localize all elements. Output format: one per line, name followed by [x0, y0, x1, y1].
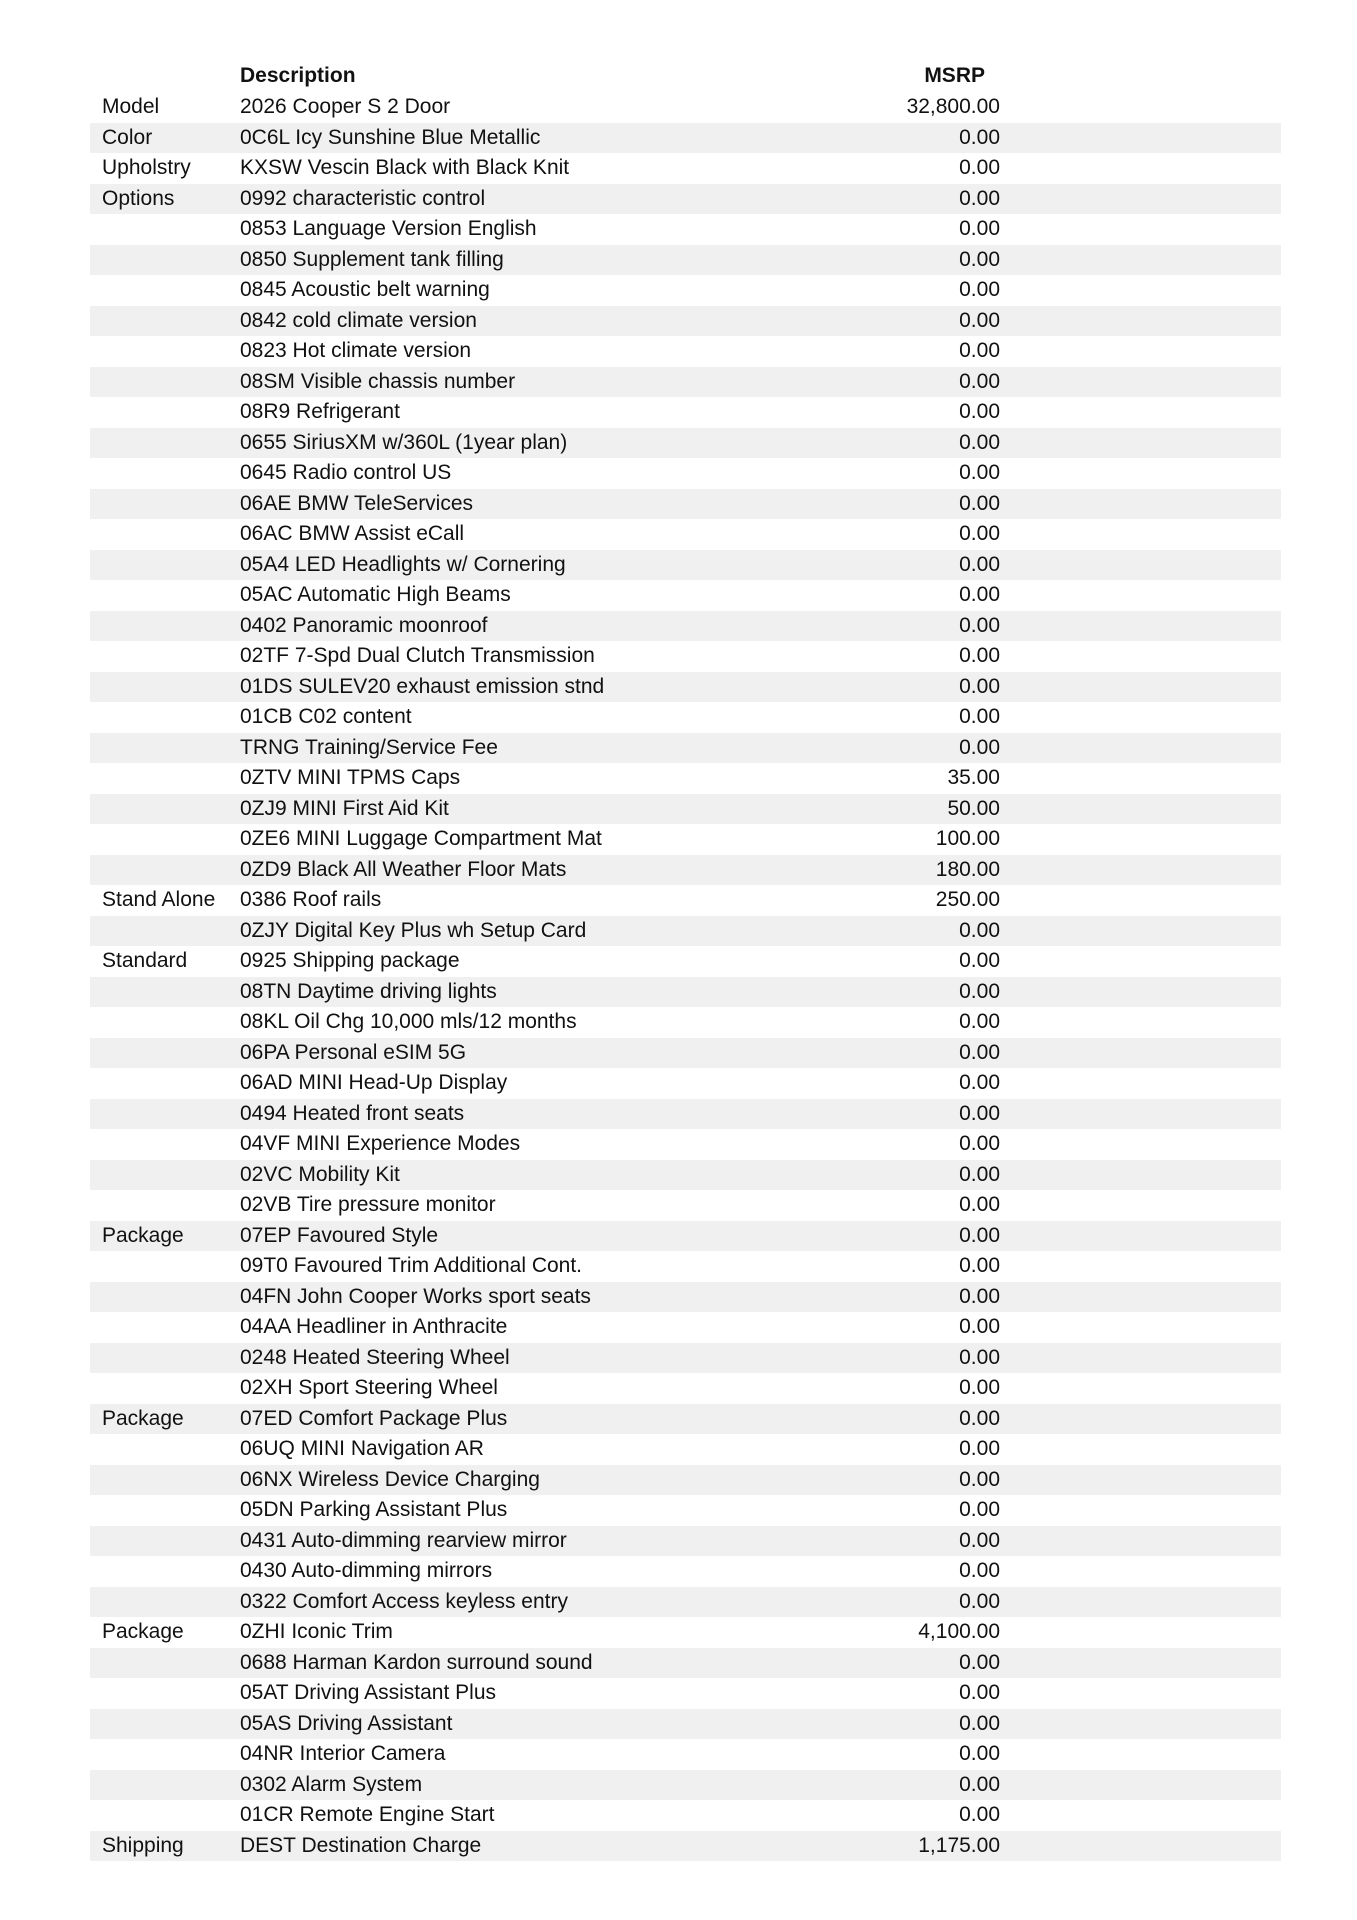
row-msrp: 0.00	[959, 400, 1000, 423]
row-msrp: 0.00	[959, 1559, 1000, 1582]
table-row	[90, 1465, 1281, 1496]
row-description: 04AA Headliner in Anthracite	[240, 1315, 508, 1338]
table-row	[90, 1190, 1281, 1221]
table-row	[90, 367, 1281, 398]
row-msrp: 0.00	[959, 918, 1000, 942]
row-description: 01CB C02 content	[240, 705, 412, 728]
row-msrp: 0.00	[959, 1101, 1000, 1125]
table-row	[90, 397, 1281, 428]
table-row	[90, 1770, 1281, 1801]
table-row	[90, 794, 1281, 825]
row-description: 0386 Roof rails	[240, 888, 382, 911]
row-category: Stand Alone	[102, 888, 216, 911]
row-msrp: 0.00	[959, 1040, 1000, 1064]
row-description: 0302 Alarm System	[240, 1772, 423, 1796]
row-description: 05A4 LED Headlights w/ Cornering	[240, 552, 566, 576]
table-row	[90, 702, 1281, 733]
row-category: Package	[102, 1406, 184, 1430]
row-description: 06NX Wireless Device Charging	[240, 1467, 540, 1491]
row-description: 0431 Auto-dimming rearview mirror	[240, 1528, 567, 1552]
row-msrp: 0.00	[959, 1254, 1000, 1277]
table-row	[90, 336, 1281, 367]
row-msrp: 50.00	[947, 796, 1000, 820]
row-description: 0C6L Icy Sunshine Blue Metallic	[240, 125, 541, 149]
row-description: 0322 Comfort Access keyless entry	[240, 1589, 568, 1613]
row-description: 08KL Oil Chg 10,000 mls/12 months	[240, 1010, 577, 1033]
row-msrp: 1,175.00	[918, 1833, 1000, 1857]
row-msrp: 0.00	[959, 1315, 1000, 1338]
row-msrp: 0.00	[959, 1345, 1000, 1369]
row-description: 02VB Tire pressure monitor	[240, 1193, 496, 1216]
row-description: 0842 cold climate version	[240, 308, 477, 332]
row-msrp: 0.00	[959, 491, 1000, 515]
row-description: 06UQ MINI Navigation AR	[240, 1437, 484, 1460]
table-row	[90, 1221, 1281, 1252]
table-row	[90, 458, 1281, 489]
row-description: 2026 Cooper S 2 Door	[240, 95, 451, 118]
table-row	[90, 92, 1281, 123]
row-msrp: 0.00	[959, 674, 1000, 698]
row-description: 0688 Harman Kardon surround sound	[240, 1650, 593, 1674]
row-description: 0ZE6 MINI Luggage Compartment Mat	[240, 827, 602, 850]
table-row	[90, 1007, 1281, 1038]
row-msrp: 0.00	[959, 705, 1000, 728]
row-category: Color	[102, 125, 153, 149]
row-description: 0850 Supplement tank filling	[240, 247, 504, 271]
table-row	[90, 1709, 1281, 1740]
row-msrp: 250.00	[935, 888, 1000, 911]
row-description: 0ZJY Digital Key Plus wh Setup Card	[240, 918, 587, 942]
row-msrp: 0.00	[959, 522, 1000, 545]
row-msrp: 0.00	[959, 1498, 1000, 1521]
table-row	[90, 1434, 1281, 1465]
row-msrp: 0.00	[959, 979, 1000, 1003]
table-row	[90, 1038, 1281, 1069]
row-description: 06AE BMW TeleServices	[240, 491, 474, 515]
row-msrp: 0.00	[959, 1437, 1000, 1460]
row-description: 05DN Parking Assistant Plus	[240, 1498, 508, 1521]
row-msrp: 0.00	[959, 1742, 1000, 1765]
table-row	[90, 428, 1281, 459]
row-msrp: 0.00	[959, 949, 1000, 972]
table-row	[90, 1251, 1281, 1282]
row-description: 06PA Personal eSIM 5G	[240, 1040, 467, 1064]
table-row	[90, 184, 1281, 215]
table-row	[90, 1617, 1281, 1648]
row-description: 06AC BMW Assist eCall	[240, 522, 465, 545]
table-row	[90, 1587, 1281, 1618]
row-category: Shipping	[102, 1833, 184, 1857]
row-description: 01DS SULEV20 exhaust emission stnd	[240, 674, 605, 698]
row-description: TRNG Training/Service Fee	[240, 735, 498, 759]
row-description: 07EP Favoured Style	[240, 1223, 439, 1247]
row-description: 08SM Visible chassis number	[240, 369, 516, 393]
row-msrp: 0.00	[959, 339, 1000, 362]
table-row	[90, 1312, 1281, 1343]
row-msrp: 0.00	[959, 1284, 1000, 1308]
row-msrp: 0.00	[959, 186, 1000, 210]
table-row	[90, 580, 1281, 611]
row-msrp: 0.00	[959, 1223, 1000, 1247]
row-description: 0845 Acoustic belt warning	[240, 278, 490, 301]
row-description: 0992 characteristic control	[240, 186, 486, 210]
row-msrp: 0.00	[959, 1162, 1000, 1186]
table-header	[0, 62, 1357, 92]
row-msrp: 0.00	[959, 552, 1000, 576]
row-description: 0430 Auto-dimming mirrors	[240, 1559, 493, 1582]
row-category: Options	[102, 186, 175, 210]
table-row	[90, 1831, 1281, 1862]
table-row	[90, 519, 1281, 550]
table-row	[90, 824, 1281, 855]
table-row	[90, 763, 1281, 794]
row-description: 02VC Mobility Kit	[240, 1162, 400, 1186]
table-row	[90, 611, 1281, 642]
row-msrp: 32,800.00	[906, 95, 1000, 118]
row-category: Model	[102, 95, 160, 118]
row-description: 08R9 Refrigerant	[240, 400, 400, 423]
table-row	[90, 1648, 1281, 1679]
table-row	[90, 153, 1281, 184]
table-row	[90, 123, 1281, 154]
row-description: 05AT Driving Assistant Plus	[240, 1681, 496, 1704]
row-msrp: 0.00	[959, 583, 1000, 606]
row-msrp: 0.00	[959, 125, 1000, 149]
table-row	[90, 214, 1281, 245]
row-msrp: 0.00	[959, 461, 1000, 484]
row-description: 05AS Driving Assistant	[240, 1711, 453, 1735]
row-msrp: 0.00	[959, 1681, 1000, 1704]
row-msrp: 0.00	[959, 1467, 1000, 1491]
row-description: 0823 Hot climate version	[240, 339, 472, 362]
table-row	[90, 733, 1281, 764]
table-row	[90, 1129, 1281, 1160]
description-column-header: Description	[240, 64, 356, 87]
table-row	[90, 672, 1281, 703]
table-row	[90, 916, 1281, 947]
row-description: 0ZHI Iconic Trim	[240, 1620, 393, 1643]
row-msrp: 100.00	[935, 827, 1000, 850]
table-row	[90, 885, 1281, 916]
table-row	[90, 1099, 1281, 1130]
row-description: 0853 Language Version English	[240, 217, 537, 240]
row-msrp: 0.00	[959, 156, 1000, 179]
row-description: 02TF 7-Spd Dual Clutch Transmission	[240, 644, 595, 667]
row-msrp: 0.00	[959, 1650, 1000, 1674]
row-description: 0494 Heated front seats	[240, 1101, 465, 1125]
row-category: Standard	[102, 949, 188, 972]
row-description: 0ZTV MINI TPMS Caps	[240, 766, 461, 789]
table-row	[90, 306, 1281, 337]
table-row	[90, 275, 1281, 306]
row-msrp: 0.00	[959, 735, 1000, 759]
table-row	[90, 1678, 1281, 1709]
row-msrp: 0.00	[959, 1803, 1000, 1826]
row-description: 01CR Remote Engine Start	[240, 1803, 495, 1826]
row-msrp: 0.00	[959, 1132, 1000, 1155]
row-msrp: 0.00	[959, 1406, 1000, 1430]
row-description: 0655 SiriusXM w/360L (1year plan)	[240, 430, 568, 454]
row-description: 07ED Comfort Package Plus	[240, 1406, 508, 1430]
table-row	[90, 1282, 1281, 1313]
row-msrp: 35.00	[947, 766, 1000, 789]
table-row	[90, 977, 1281, 1008]
row-msrp: 0.00	[959, 1528, 1000, 1552]
row-msrp: 0.00	[959, 1193, 1000, 1216]
row-description: 04NR Interior Camera	[240, 1742, 446, 1765]
row-msrp: 0.00	[959, 1010, 1000, 1033]
row-msrp: 0.00	[959, 217, 1000, 240]
row-description: 0645 Radio control US	[240, 461, 452, 484]
row-msrp: 0.00	[959, 1589, 1000, 1613]
row-msrp: 0.00	[959, 308, 1000, 332]
table-row	[90, 1495, 1281, 1526]
row-msrp: 0.00	[959, 369, 1000, 393]
line-items-table	[90, 92, 1281, 1861]
row-description: 0925 Shipping package	[240, 949, 460, 972]
row-msrp: 0.00	[959, 1711, 1000, 1735]
table-row	[90, 1160, 1281, 1191]
table-row	[90, 245, 1281, 276]
row-description: 02XH Sport Steering Wheel	[240, 1376, 498, 1399]
table-row	[90, 1343, 1281, 1374]
row-description: 0ZD9 Black All Weather Floor Mats	[240, 857, 567, 881]
table-row	[90, 1404, 1281, 1435]
table-row	[90, 1800, 1281, 1831]
row-category: Package	[102, 1223, 184, 1247]
row-description: 06AD MINI Head-Up Display	[240, 1071, 508, 1094]
row-msrp: 0.00	[959, 430, 1000, 454]
msrp-column-header: MSRP	[924, 64, 985, 87]
table-row	[90, 855, 1281, 886]
row-description: 0248 Heated Steering Wheel	[240, 1345, 510, 1369]
row-msrp: 0.00	[959, 1071, 1000, 1094]
row-msrp: 180.00	[935, 857, 1000, 881]
row-description: 09T0 Favoured Trim Additional Cont.	[240, 1254, 583, 1277]
table-row	[90, 550, 1281, 581]
table-row	[90, 1739, 1281, 1770]
row-category: Upholstry	[102, 156, 191, 179]
row-description: 04FN John Cooper Works sport seats	[240, 1284, 591, 1308]
table-row	[90, 641, 1281, 672]
row-description: KXSW Vescin Black with Black Knit	[240, 156, 570, 179]
table-row	[90, 946, 1281, 977]
row-description: 05AC Automatic High Beams	[240, 583, 511, 606]
table-row	[90, 489, 1281, 520]
table-row	[90, 1556, 1281, 1587]
row-description: 04VF MINI Experience Modes	[240, 1132, 521, 1155]
row-description: 08TN Daytime driving lights	[240, 979, 497, 1003]
row-msrp: 0.00	[959, 644, 1000, 667]
row-msrp: 0.00	[959, 1376, 1000, 1399]
row-description: 0ZJ9 MINI First Aid Kit	[240, 796, 449, 820]
row-description: 0402 Panoramic moonroof	[240, 613, 488, 637]
table-row	[90, 1373, 1281, 1404]
row-msrp: 0.00	[959, 278, 1000, 301]
row-msrp: 0.00	[959, 613, 1000, 637]
row-category: Package	[102, 1620, 184, 1643]
row-msrp: 4,100.00	[918, 1620, 1000, 1643]
row-msrp: 0.00	[959, 1772, 1000, 1796]
table-row	[90, 1526, 1281, 1557]
table-row	[90, 1068, 1281, 1099]
row-description: DEST Destination Charge	[240, 1833, 482, 1857]
row-msrp: 0.00	[959, 247, 1000, 271]
